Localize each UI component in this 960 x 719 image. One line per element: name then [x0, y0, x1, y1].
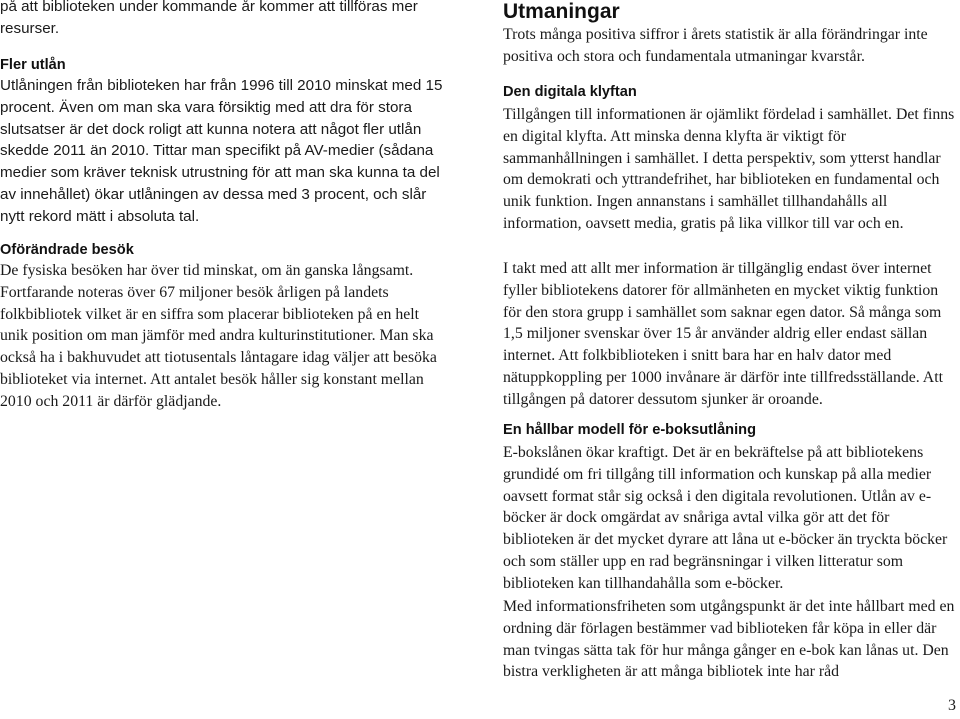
heading-fler-utlan: Fler utlån [0, 57, 66, 73]
heading-digitala-klyftan: Den digitala klyftan [503, 84, 637, 100]
ebook-paragraph-1: E-bokslånen ökar kraftigt. Det är en bekräftelse på att bibliotekens grundidé om fri tillgång till information och kunskap på alla medier oavsett format står sig också i den digitala revolutionen. Utlån av e-böcker är dock omgärdat av snåriga avtal vilka gör att det för biblioteken är det mycket dyrare att låna ut e-böcker än tryckta böcker och som ställer upp en rad begränsningar i vilken litteratur som biblioteken kan tillhandahålla som e-böcker. [503, 444, 948, 592]
challenges-paragraph: Trots många positiva siffror i årets statistik är alla förändringar inte positiva och stora och fundamentala utmaningar kvarstår. [503, 26, 928, 65]
digital-gap-paragraph-1: Tillgången till informationen är ojämlikt fördelad i samhället. Det finns en digital klyfta. Att minska denna klyfta är viktigt för sammanhållningen i samhället. I detta perspektiv, som ytterst handlar om demokrati och yttrandefrihet, har biblioteken en fundamental och unik funktion. Ingen annanstans i samhället tillhandahålls all information, oavsett media, gratis på lika villkor till var och en. [503, 106, 955, 232]
loans-paragraph: Utlåningen från biblioteken har från 1996 till 2010 minskat med 15 procent. Även om man ska vara försiktig med att dra för stora slutsatser är det dock roligt att kunna notera att något fler utlån skedde 2011 än 2010. Tittar man specifikt på AV-medier (sådana medier som kräver teknisk utrustning för att man ska kunna ta del av innehållet) ökar utlåningen av dessa med 3 procent, och slår nytt rekord mätt i absoluta tal. [0, 77, 443, 225]
ebook-paragraph-2: Med informationsfriheten som utgångspunkt är det inte hållbart med en ordning där förlagen bestämmer vad biblioteken får köpa in eller där man tvingas sätta tak för hur många gånger en e-bok kan lånas ut. Den bistra verkligheten är att många bibliotek inte har råd [503, 598, 955, 681]
page-number: 3 [948, 697, 956, 714]
heading-ebok-modell: En hållbar modell för e-boksutlåning [503, 422, 756, 438]
visits-paragraph: De fysiska besöken har över tid minskat, om än ganska långsamt. Fortfarande noteras över 67 miljoner besök årligen på landets folkbibliotek vilket är en siffra som placerar biblioteken på en helt unik position om man jämför med andra kulturinstitutioner. Man ska också ha i bakhuvudet att tiotusentals låntagare idag väljer att besöka biblioteket via internet. Att antalet besök håller sig konstant mellan 2010 och 2011 är därför glädjande. [0, 262, 437, 410]
intro-paragraph: på att biblioteken under kommande år kommer att tillföras mer resurser. [0, 0, 418, 37]
heading-utmaningar: Utmaningar [503, 0, 620, 23]
digital-gap-paragraph-2: I takt med att allt mer information är tillgänglig endast över internet fyller bibliotekens datorer för allmänheten en mycket viktig funktion för den stora grupp i samhället som saknar egen dator. Så många som 1,5 miljoner svenskar över 15 år använder aldrig eller endast sällan internet. Att folkbiblioteken i snitt bara har en halv dator med nätuppkoppling per 1000 invånare är därför inte tillfredsställande. Att tillgången på datorer dessutom sjunker är oroande. [503, 260, 943, 408]
heading-oforandrade-besok: Oförändrade besök [0, 242, 134, 258]
